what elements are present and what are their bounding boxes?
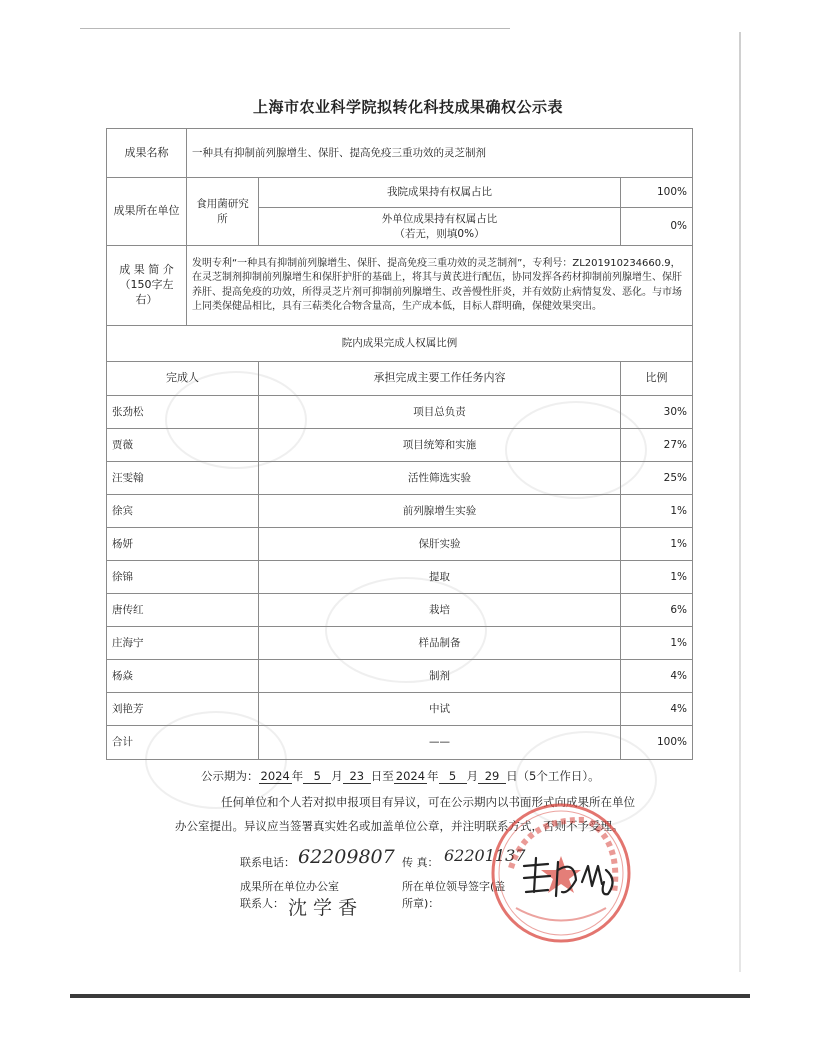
unit-name: 食用菌研究所	[187, 178, 259, 246]
contributors-body	[107, 396, 693, 726]
year-label-1: 年	[291, 769, 304, 783]
contributor-name: 杨妍	[107, 528, 259, 561]
contributor-name: 唐传红	[107, 594, 259, 627]
leader-signature	[518, 852, 622, 904]
year-label-2: 年	[427, 769, 439, 783]
row-summary	[107, 246, 693, 326]
month-label-2: 月	[466, 769, 479, 783]
end-year: 2024	[395, 769, 426, 783]
contributor-name: 贾薇	[107, 429, 259, 462]
scan-edge-shadow	[739, 32, 741, 972]
fax-handwritten: 62201137	[444, 846, 526, 865]
row-section-title	[107, 326, 693, 362]
contributor-task: 保肝实验	[259, 528, 621, 561]
fax-label: 传 真：	[402, 856, 439, 869]
contributor-task: 项目统筹和实施	[259, 429, 621, 462]
contributor-ratio: 4%	[621, 660, 693, 693]
contributor-ratio: 25%	[621, 462, 693, 495]
total-label: 合计	[107, 726, 259, 760]
start-day: 23	[343, 769, 371, 784]
notice-line-2: 办公室提出。异议应当签署真实姓名或加盖单位公章，并注明联系方式，否则不予受理。	[175, 819, 624, 833]
row-achievement-name	[107, 129, 693, 178]
phone-label: 联系电话：	[240, 856, 295, 869]
external-share-cell	[259, 208, 621, 246]
achievement-name-value: 一种具有抑制前列腺增生、保肝、提高免疫三重功效的灵芝制剂	[187, 129, 693, 178]
contributor-task: 中试	[259, 693, 621, 726]
leader-label-1: 所在单位领导签字(盖	[402, 880, 506, 893]
table-row	[107, 528, 693, 561]
contributor-ratio: 1%	[621, 528, 693, 561]
unit-label: 成果所在单位	[107, 178, 187, 246]
contributor-ratio: 1%	[621, 495, 693, 528]
contributor-task: 活性筛选实验	[259, 462, 621, 495]
external-share-value: 0%	[621, 208, 693, 246]
contributor-ratio: 4%	[621, 693, 693, 726]
table-row	[107, 660, 693, 693]
contributor-name: 杨焱	[107, 660, 259, 693]
achievement-name-label: 成果名称	[107, 129, 187, 178]
month-label-1: 月	[331, 769, 343, 783]
table-row	[107, 627, 693, 660]
period-prefix: 公示期为：	[201, 769, 259, 783]
table-row	[107, 594, 693, 627]
contributor-task: 栽培	[259, 594, 621, 627]
contributor-name: 汪雯翰	[107, 462, 259, 495]
page-title: 上海市农业科学院拟转化科技成果确权公示表	[252, 98, 563, 116]
contributor-name: 张劲松	[107, 396, 259, 429]
table-row	[107, 693, 693, 726]
summary-text: 发明专利“一种具有抑制前列腺增生、保肝、提高免疫三重功效的灵芝制剂”，专利号：ZL201910234660.9，在灵芝制剂抑制前列腺增生和保肝护肝的基础上，将其与黄芪进行配伍，协同发挥各药材抑制前列腺增生、保肝养肝、提高免疫的功效，所得灵芝片剂可抑制前列腺增生、改善慢性肝炎，并有效防止病情复发、恶化。与市场上同类保健品相比，具有三萜类化合物含量高，生产成本低，目标人群明确，保健效果突出。	[187, 246, 693, 326]
scan-edge-line	[80, 28, 510, 29]
total-task: ——	[259, 726, 621, 760]
table-row	[107, 462, 693, 495]
row-unit-own	[107, 178, 693, 208]
section-title: 院内成果完成人权属比例	[107, 326, 693, 362]
table-row	[107, 561, 693, 594]
contributor-task: 样品制备	[259, 627, 621, 660]
own-share-label: 我院成果持有权属占比	[259, 178, 621, 208]
contributor-task: 项目总负责	[259, 396, 621, 429]
summary-label: 成 果 简 介（150字左右）	[107, 246, 187, 326]
external-share-note: （若无，则填0%）	[394, 227, 485, 240]
header-task: 承担完成主要工作任务内容	[259, 362, 621, 396]
disclosure-period	[201, 768, 600, 784]
contact-handwritten: 沈 学 香	[288, 897, 358, 919]
total-ratio: 100%	[621, 726, 693, 760]
row-column-headers	[107, 362, 693, 396]
header-contributor: 完成人	[107, 362, 259, 396]
external-share-label: 外单位成果持有权属占比	[381, 213, 498, 226]
start-year: 2024	[260, 769, 290, 783]
contributor-name: 徐宾	[107, 495, 259, 528]
end-month: 5	[439, 769, 467, 784]
contributor-ratio: 1%	[621, 627, 693, 660]
contributor-name: 徐锦	[107, 561, 259, 594]
office-label-2: 联系人：	[240, 897, 284, 910]
phone-handwritten: 62209807	[298, 846, 395, 868]
header-ratio: 比例	[621, 362, 693, 396]
table-row	[107, 495, 693, 528]
disclosure-table	[106, 128, 693, 760]
office-label-1: 成果所在单位办公室	[240, 880, 339, 893]
start-month: 5	[303, 769, 331, 784]
contributor-ratio: 6%	[621, 594, 693, 627]
contributor-ratio: 27%	[621, 429, 693, 462]
contributor-name: 庄海宁	[107, 627, 259, 660]
contributor-name: 刘艳芳	[107, 693, 259, 726]
row-total	[107, 726, 693, 760]
period-mid: 日至	[370, 769, 394, 783]
table-row	[107, 429, 693, 462]
contributor-ratio: 1%	[621, 561, 693, 594]
notice-line-1: 任何单位和个人若对拟申报项目有异议，可在公示期内以书面形式向成果所在单位	[221, 795, 635, 809]
own-share-value: 100%	[621, 178, 693, 208]
scan-bottom-edge	[70, 994, 750, 998]
contributor-task: 前列腺增生实验	[259, 495, 621, 528]
leader-label-2: 所章)：	[402, 897, 440, 910]
contributor-task: 提取	[259, 561, 621, 594]
contributor-task: 制剂	[259, 660, 621, 693]
contributor-ratio: 30%	[621, 396, 693, 429]
period-suffix: 日（5个工作日）。	[506, 769, 600, 783]
end-day: 29	[478, 769, 506, 784]
table-row	[107, 396, 693, 429]
